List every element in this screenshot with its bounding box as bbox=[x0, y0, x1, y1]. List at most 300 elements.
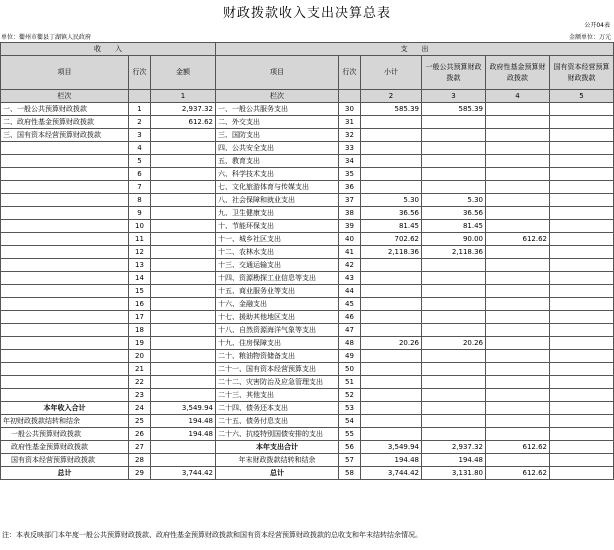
soe-capital-amount bbox=[550, 142, 614, 155]
expense-line: 33 bbox=[339, 142, 361, 155]
soe-capital-amount bbox=[550, 311, 614, 324]
col-index-5: 5 bbox=[550, 90, 614, 103]
col-index-1: 1 bbox=[151, 90, 216, 103]
income-item bbox=[1, 389, 129, 402]
income-line: 27 bbox=[129, 441, 151, 454]
income-section-header: 收 入 bbox=[1, 43, 216, 56]
income-item bbox=[1, 142, 129, 155]
soe-capital-amount bbox=[550, 337, 614, 350]
general-budget-amount: 90.00 bbox=[422, 233, 486, 246]
gov-fund-amount bbox=[486, 298, 550, 311]
expense-item: 十三、交通运输支出 bbox=[216, 259, 339, 272]
general-budget-header: 一般公共预算财政拨款 bbox=[422, 56, 486, 90]
general-budget-amount bbox=[422, 402, 486, 415]
income-amount-header: 金额 bbox=[151, 56, 216, 90]
income-amount: 194.48 bbox=[151, 415, 216, 428]
expense-line: 32 bbox=[339, 129, 361, 142]
expense-line: 34 bbox=[339, 155, 361, 168]
soe-capital-header: 国有资本经营预算财政拨款 bbox=[550, 56, 614, 90]
income-item: 一般公共预算财政拨款 bbox=[1, 428, 129, 441]
income-item: 二、政府性基金预算财政拨款 bbox=[1, 116, 129, 129]
subtotal-amount bbox=[361, 324, 422, 337]
expense-line: 44 bbox=[339, 285, 361, 298]
expense-item: 二十一、国有资本经营预算支出 bbox=[216, 363, 339, 376]
table-row bbox=[1, 415, 614, 428]
expense-item: 七、文化旅游体育与传媒支出 bbox=[216, 181, 339, 194]
income-line: 19 bbox=[129, 337, 151, 350]
table-row bbox=[1, 129, 614, 142]
subtotal-amount bbox=[361, 363, 422, 376]
table-row bbox=[1, 168, 614, 181]
general-budget-amount: 2,118.36 bbox=[422, 246, 486, 259]
amount-unit: 金额单位：万元 bbox=[568, 34, 611, 41]
subtotal-amount bbox=[361, 285, 422, 298]
expense-line: 51 bbox=[339, 376, 361, 389]
table-row bbox=[1, 389, 614, 402]
income-item bbox=[1, 350, 129, 363]
income-amount: 194.48 bbox=[151, 428, 216, 441]
general-budget-amount bbox=[422, 155, 486, 168]
gov-fund-amount bbox=[486, 285, 550, 298]
general-budget-amount bbox=[422, 129, 486, 142]
income-line: 22 bbox=[129, 376, 151, 389]
subtotal-amount: 585.39 bbox=[361, 103, 422, 116]
income-line: 11 bbox=[129, 233, 151, 246]
income-line: 26 bbox=[129, 428, 151, 441]
subtotal-amount bbox=[361, 129, 422, 142]
table-row bbox=[1, 272, 614, 285]
general-budget-amount bbox=[422, 298, 486, 311]
income-item bbox=[1, 181, 129, 194]
income-amount bbox=[151, 168, 216, 181]
expense-item: 十五、商业服务业等支出 bbox=[216, 285, 339, 298]
budget-table bbox=[0, 42, 614, 480]
expense-item-header: 项目 bbox=[216, 56, 339, 90]
general-budget-amount bbox=[422, 259, 486, 272]
income-amount bbox=[151, 259, 216, 272]
income-amount bbox=[151, 298, 216, 311]
table-row bbox=[1, 441, 614, 454]
table-row bbox=[1, 220, 614, 233]
expense-line: 57 bbox=[339, 454, 361, 467]
income-line: 4 bbox=[129, 142, 151, 155]
soe-capital-amount bbox=[550, 246, 614, 259]
expense-line: 47 bbox=[339, 324, 361, 337]
soe-capital-amount bbox=[550, 259, 614, 272]
expense-line: 38 bbox=[339, 207, 361, 220]
reporting-unit: 单位：衢州市衢县丁湖镇人民政府 bbox=[1, 34, 92, 41]
table-row bbox=[1, 402, 614, 415]
gov-fund-header: 政府性基金预算财政拨款 bbox=[486, 56, 550, 90]
gov-fund-amount bbox=[486, 207, 550, 220]
income-line: 5 bbox=[129, 155, 151, 168]
col-index-3: 3 bbox=[422, 90, 486, 103]
expense-line: 40 bbox=[339, 233, 361, 246]
income-item bbox=[1, 376, 129, 389]
expense-item: 四、公共安全支出 bbox=[216, 142, 339, 155]
soe-capital-amount bbox=[550, 103, 614, 116]
table-row bbox=[1, 454, 614, 467]
subtotal-amount bbox=[361, 142, 422, 155]
table-row bbox=[1, 233, 614, 246]
gov-fund-amount bbox=[486, 454, 550, 467]
expense-item: 十一、城乡社区支出 bbox=[216, 233, 339, 246]
gov-fund-amount bbox=[486, 116, 550, 129]
expense-col-label: 栏次 bbox=[216, 90, 339, 103]
income-amount bbox=[151, 181, 216, 194]
general-budget-amount: 194.48 bbox=[422, 454, 486, 467]
general-budget-amount bbox=[422, 285, 486, 298]
general-budget-amount: 585.39 bbox=[422, 103, 486, 116]
soe-capital-amount bbox=[550, 272, 614, 285]
subtotal-amount: 194.48 bbox=[361, 454, 422, 467]
general-budget-amount bbox=[422, 181, 486, 194]
general-budget-amount bbox=[422, 363, 486, 376]
income-amount bbox=[151, 324, 216, 337]
expense-item: 十六、金融支出 bbox=[216, 298, 339, 311]
subtotal-amount bbox=[361, 168, 422, 181]
expense-item: 二十六、抗疫特别国债安排的支出 bbox=[216, 428, 339, 441]
income-amount: 3,744.42 bbox=[151, 467, 216, 480]
income-amount bbox=[151, 142, 216, 155]
subtotal-amount bbox=[361, 116, 422, 129]
expense-item: 本年支出合计 bbox=[216, 441, 339, 454]
income-line: 20 bbox=[129, 350, 151, 363]
income-item bbox=[1, 285, 129, 298]
soe-capital-amount bbox=[550, 168, 614, 181]
general-budget-amount: 36.56 bbox=[422, 207, 486, 220]
gov-fund-amount bbox=[486, 402, 550, 415]
expense-item: 十七、援助其他地区支出 bbox=[216, 311, 339, 324]
income-line: 12 bbox=[129, 246, 151, 259]
general-budget-amount bbox=[422, 428, 486, 441]
soe-capital-amount bbox=[550, 233, 614, 246]
income-item: 三、国有资本经营预算财政拨款 bbox=[1, 129, 129, 142]
income-amount bbox=[151, 389, 216, 402]
subtotal-amount: 3,549.94 bbox=[361, 441, 422, 454]
income-item bbox=[1, 298, 129, 311]
table-row bbox=[1, 350, 614, 363]
income-item bbox=[1, 259, 129, 272]
income-item bbox=[1, 337, 129, 350]
subtotal-amount bbox=[361, 155, 422, 168]
income-line: 21 bbox=[129, 363, 151, 376]
soe-capital-amount bbox=[550, 441, 614, 454]
soe-capital-amount bbox=[550, 415, 614, 428]
table-row bbox=[1, 324, 614, 337]
table-row bbox=[1, 155, 614, 168]
general-budget-amount bbox=[422, 272, 486, 285]
subtotal-amount: 3,744.42 bbox=[361, 467, 422, 480]
expense-item: 九、卫生健康支出 bbox=[216, 207, 339, 220]
expense-item: 二十四、债务还本支出 bbox=[216, 402, 339, 415]
income-line: 28 bbox=[129, 454, 151, 467]
income-item: 政府性基金预算财政拨款 bbox=[1, 441, 129, 454]
general-budget-amount: 5.30 bbox=[422, 194, 486, 207]
gov-fund-amount bbox=[486, 311, 550, 324]
income-line: 7 bbox=[129, 181, 151, 194]
soe-capital-amount bbox=[550, 155, 614, 168]
income-amount bbox=[151, 350, 216, 363]
income-item bbox=[1, 363, 129, 376]
income-item-header: 项目 bbox=[1, 56, 129, 90]
income-line: 3 bbox=[129, 129, 151, 142]
expense-line: 36 bbox=[339, 181, 361, 194]
gov-fund-amount bbox=[486, 246, 550, 259]
subtotal-amount bbox=[361, 259, 422, 272]
expense-item: 年末财政拨款结转和结余 bbox=[216, 454, 339, 467]
general-budget-amount: 81.45 bbox=[422, 220, 486, 233]
general-budget-amount bbox=[422, 168, 486, 181]
income-item bbox=[1, 168, 129, 181]
income-amount bbox=[151, 441, 216, 454]
col-index-4: 4 bbox=[486, 90, 550, 103]
gov-fund-amount: 612.62 bbox=[486, 233, 550, 246]
soe-capital-amount bbox=[550, 402, 614, 415]
table-row bbox=[1, 363, 614, 376]
income-line: 14 bbox=[129, 272, 151, 285]
gov-fund-amount bbox=[486, 272, 550, 285]
expense-line: 56 bbox=[339, 441, 361, 454]
income-line: 29 bbox=[129, 467, 151, 480]
gov-fund-amount bbox=[486, 324, 550, 337]
table-row bbox=[1, 337, 614, 350]
expense-item: 三、国防支出 bbox=[216, 129, 339, 142]
expense-line: 49 bbox=[339, 350, 361, 363]
expense-item: 二、外交支出 bbox=[216, 116, 339, 129]
income-amount bbox=[151, 246, 216, 259]
expense-item: 二十三、其他支出 bbox=[216, 389, 339, 402]
table-body bbox=[1, 103, 614, 480]
gov-fund-amount bbox=[486, 103, 550, 116]
expense-line: 50 bbox=[339, 363, 361, 376]
income-item bbox=[1, 324, 129, 337]
income-amount bbox=[151, 272, 216, 285]
income-line: 13 bbox=[129, 259, 151, 272]
income-amount bbox=[151, 454, 216, 467]
income-amount bbox=[151, 363, 216, 376]
subtotal-amount bbox=[361, 298, 422, 311]
subtotal-header: 小计 bbox=[361, 56, 422, 90]
expense-line: 58 bbox=[339, 467, 361, 480]
income-amount: 612.62 bbox=[151, 116, 216, 129]
soe-capital-amount bbox=[550, 194, 614, 207]
report-title: 财政拨款收入支出决算总表 bbox=[222, 6, 391, 21]
column-index-row bbox=[1, 90, 614, 103]
expense-item: 六、科学技术支出 bbox=[216, 168, 339, 181]
income-line-header: 行次 bbox=[129, 56, 151, 90]
income-line: 24 bbox=[129, 402, 151, 415]
subtotal-amount: 5.30 bbox=[361, 194, 422, 207]
income-line: 9 bbox=[129, 207, 151, 220]
income-line: 25 bbox=[129, 415, 151, 428]
income-item bbox=[1, 233, 129, 246]
expense-line: 45 bbox=[339, 298, 361, 311]
table-row bbox=[1, 194, 614, 207]
income-amount bbox=[151, 311, 216, 324]
income-line: 16 bbox=[129, 298, 151, 311]
gov-fund-amount bbox=[486, 376, 550, 389]
expense-line: 53 bbox=[339, 402, 361, 415]
expense-line-header: 行次 bbox=[339, 56, 361, 90]
table-row bbox=[1, 181, 614, 194]
income-item bbox=[1, 207, 129, 220]
table-row bbox=[1, 259, 614, 272]
expense-item: 二十二、灾害防治及应急管理支出 bbox=[216, 376, 339, 389]
income-line: 1 bbox=[129, 103, 151, 116]
income-line: 17 bbox=[129, 311, 151, 324]
income-item bbox=[1, 246, 129, 259]
general-budget-amount bbox=[422, 116, 486, 129]
subtotal-amount: 36.56 bbox=[361, 207, 422, 220]
table-row bbox=[1, 285, 614, 298]
soe-capital-amount bbox=[550, 376, 614, 389]
income-amount bbox=[151, 285, 216, 298]
table-row bbox=[1, 298, 614, 311]
subtotal-amount bbox=[361, 389, 422, 402]
income-line: 6 bbox=[129, 168, 151, 181]
subtotal-amount: 81.45 bbox=[361, 220, 422, 233]
subtotal-amount: 702.62 bbox=[361, 233, 422, 246]
income-amount bbox=[151, 129, 216, 142]
table-row bbox=[1, 207, 614, 220]
col-index-2: 2 bbox=[361, 90, 422, 103]
expense-line: 35 bbox=[339, 168, 361, 181]
expense-item: 十八、自然资源海洋气象等支出 bbox=[216, 324, 339, 337]
expense-line: 41 bbox=[339, 246, 361, 259]
gov-fund-amount bbox=[486, 415, 550, 428]
footnote: 注：本表反映部门本年度一般公共预算财政拨款、政府性基金预算财政拨款和国有资本经营预算财政拨款的总收支和年末结转结余情况。 bbox=[2, 531, 422, 539]
subtotal-amount bbox=[361, 402, 422, 415]
income-item bbox=[1, 155, 129, 168]
subtotal-amount bbox=[361, 181, 422, 194]
income-line: 23 bbox=[129, 389, 151, 402]
general-budget-amount: 3,131.80 bbox=[422, 467, 486, 480]
income-item: 一、一般公共预算财政拨款 bbox=[1, 103, 129, 116]
soe-capital-amount bbox=[550, 363, 614, 376]
table-row bbox=[1, 116, 614, 129]
expense-item: 二十、粮油物资储备支出 bbox=[216, 350, 339, 363]
soe-capital-amount bbox=[550, 454, 614, 467]
gov-fund-amount bbox=[486, 142, 550, 155]
gov-fund-amount bbox=[486, 181, 550, 194]
general-budget-amount bbox=[422, 311, 486, 324]
income-item bbox=[1, 272, 129, 285]
income-amount bbox=[151, 220, 216, 233]
general-budget-amount bbox=[422, 376, 486, 389]
income-amount bbox=[151, 337, 216, 350]
expense-item: 总计 bbox=[216, 467, 339, 480]
expense-line: 42 bbox=[339, 259, 361, 272]
general-budget-amount bbox=[422, 350, 486, 363]
soe-capital-amount bbox=[550, 181, 614, 194]
expense-item: 一、一般公共服务支出 bbox=[216, 103, 339, 116]
income-line: 8 bbox=[129, 194, 151, 207]
income-col-label: 栏次 bbox=[1, 90, 129, 103]
expense-item: 十四、资源勘探工业信息等支出 bbox=[216, 272, 339, 285]
gov-fund-amount bbox=[486, 389, 550, 402]
table-row bbox=[1, 428, 614, 441]
gov-fund-amount bbox=[486, 259, 550, 272]
income-item: 本年收入合计 bbox=[1, 402, 129, 415]
gov-fund-amount: 612.62 bbox=[486, 467, 550, 480]
income-line: 10 bbox=[129, 220, 151, 233]
expense-item: 二十五、债务付息支出 bbox=[216, 415, 339, 428]
soe-capital-amount bbox=[550, 207, 614, 220]
income-item: 总计 bbox=[1, 467, 129, 480]
gov-fund-amount bbox=[486, 363, 550, 376]
form-number: 公开04表 bbox=[584, 22, 610, 29]
soe-capital-amount bbox=[550, 350, 614, 363]
column-header-row bbox=[1, 56, 614, 90]
expense-item: 十九、住房保障支出 bbox=[216, 337, 339, 350]
gov-fund-amount bbox=[486, 428, 550, 441]
income-amount bbox=[151, 155, 216, 168]
soe-capital-amount bbox=[550, 220, 614, 233]
general-budget-amount bbox=[422, 142, 486, 155]
expense-line: 46 bbox=[339, 311, 361, 324]
expense-line: 31 bbox=[339, 116, 361, 129]
subtotal-amount: 2,118.36 bbox=[361, 246, 422, 259]
general-budget-amount: 2,937.32 bbox=[422, 441, 486, 454]
income-amount bbox=[151, 376, 216, 389]
general-budget-amount bbox=[422, 415, 486, 428]
income-item: 国有资本经营预算财政拨款 bbox=[1, 454, 129, 467]
gov-fund-amount: 612.62 bbox=[486, 441, 550, 454]
subtotal-amount bbox=[361, 350, 422, 363]
gov-fund-amount bbox=[486, 129, 550, 142]
subtotal-amount bbox=[361, 311, 422, 324]
expense-line: 30 bbox=[339, 103, 361, 116]
expense-item: 五、教育支出 bbox=[216, 155, 339, 168]
table-row bbox=[1, 376, 614, 389]
subtotal-amount bbox=[361, 415, 422, 428]
soe-capital-amount bbox=[550, 467, 614, 480]
expense-item: 十二、农林水支出 bbox=[216, 246, 339, 259]
general-budget-amount bbox=[422, 324, 486, 337]
soe-capital-amount bbox=[550, 285, 614, 298]
general-budget-amount bbox=[422, 389, 486, 402]
gov-fund-amount bbox=[486, 337, 550, 350]
income-amount: 2,937.32 bbox=[151, 103, 216, 116]
income-item bbox=[1, 311, 129, 324]
expense-section-header: 支 出 bbox=[216, 43, 614, 56]
expense-line: 55 bbox=[339, 428, 361, 441]
expense-line: 54 bbox=[339, 415, 361, 428]
expense-item: 十、节能环保支出 bbox=[216, 220, 339, 233]
table-row bbox=[1, 142, 614, 155]
general-budget-amount: 20.26 bbox=[422, 337, 486, 350]
income-item bbox=[1, 194, 129, 207]
income-line: 2 bbox=[129, 116, 151, 129]
section-header-row bbox=[1, 43, 614, 56]
soe-capital-amount bbox=[550, 116, 614, 129]
soe-capital-amount bbox=[550, 129, 614, 142]
expense-line: 48 bbox=[339, 337, 361, 350]
subtotal-amount bbox=[361, 376, 422, 389]
income-amount bbox=[151, 194, 216, 207]
gov-fund-amount bbox=[486, 220, 550, 233]
income-amount bbox=[151, 207, 216, 220]
soe-capital-amount bbox=[550, 428, 614, 441]
income-amount bbox=[151, 233, 216, 246]
gov-fund-amount bbox=[486, 194, 550, 207]
gov-fund-amount bbox=[486, 168, 550, 181]
expense-line: 52 bbox=[339, 389, 361, 402]
table-row bbox=[1, 467, 614, 480]
income-item bbox=[1, 220, 129, 233]
table-row bbox=[1, 311, 614, 324]
